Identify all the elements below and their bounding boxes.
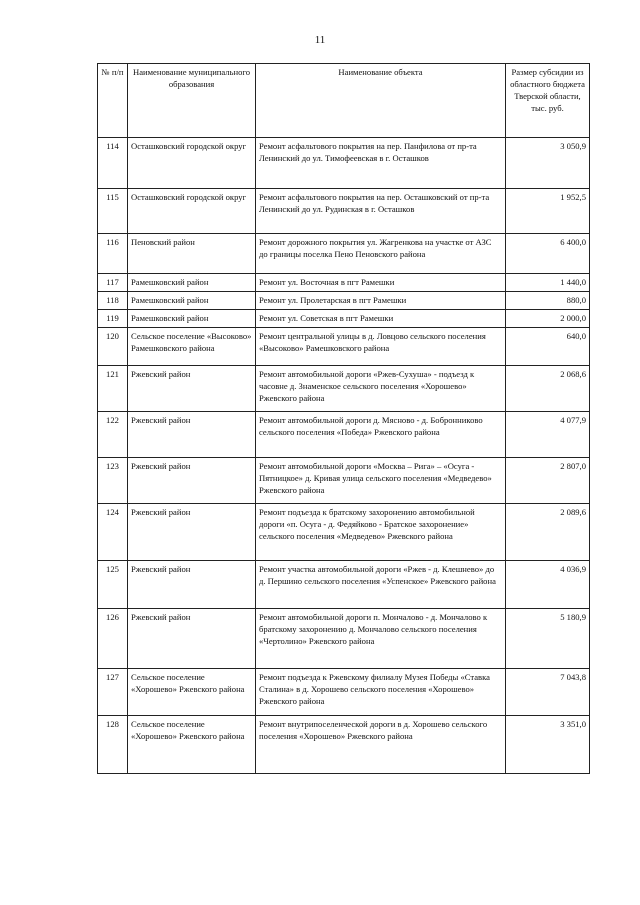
row-amount: 2 807,0 <box>506 458 590 504</box>
row-municipality: Осташковский городской округ <box>128 189 256 234</box>
header-municipality: Наименование муниципального образования <box>128 64 256 138</box>
table-row <box>98 561 590 609</box>
row-number: 128 <box>98 716 128 774</box>
row-number: 127 <box>98 669 128 716</box>
row-object: Ремонт подъезда к братскому захоронению автомобильной дороги «п. Осуга - д. Федяйково - Братское захоронение» сельского поселения «Медведево» Ржевского района <box>256 504 506 561</box>
row-amount: 880,0 <box>506 292 590 310</box>
row-object: Ремонт асфальтового покрытия на пер. Осташковский от пр-та Ленинский до ул. Рудинская в г. Осташков <box>256 189 506 234</box>
table-row <box>98 412 590 458</box>
row-amount: 2 089,6 <box>506 504 590 561</box>
row-municipality: Сельское поселение «Хорошево» Ржевского района <box>128 669 256 716</box>
row-municipality: Рамешковский район <box>128 274 256 292</box>
page-number: 11 <box>314 34 326 46</box>
row-number: 114 <box>98 138 128 189</box>
row-number: 120 <box>98 328 128 366</box>
row-municipality: Осташковский городской округ <box>128 138 256 189</box>
row-amount: 1 440,0 <box>506 274 590 292</box>
table-row <box>98 328 590 366</box>
row-amount: 7 043,8 <box>506 669 590 716</box>
header-object: Наименование объекта <box>256 64 506 138</box>
row-amount: 2 000,0 <box>506 310 590 328</box>
header-amount: Размер субсидии из областного бюджета Тверской области, тыс. руб. <box>506 64 590 138</box>
row-object: Ремонт дорожного покрытия ул. Жагренкова на участке от АЗС до границы поселка Пено Пеновского района <box>256 234 506 274</box>
row-number: 126 <box>98 609 128 669</box>
row-number: 124 <box>98 504 128 561</box>
row-municipality: Ржевский район <box>128 412 256 458</box>
row-amount: 3 351,0 <box>506 716 590 774</box>
row-number: 123 <box>98 458 128 504</box>
table-row <box>98 274 590 292</box>
row-number: 125 <box>98 561 128 609</box>
row-amount: 1 952,5 <box>506 189 590 234</box>
row-number: 121 <box>98 366 128 412</box>
header-num: № п/п <box>98 64 128 138</box>
row-municipality: Ржевский район <box>128 458 256 504</box>
row-amount: 640,0 <box>506 328 590 366</box>
row-municipality: Ржевский район <box>128 561 256 609</box>
row-object: Ремонт ул. Советская в пгт Рамешки <box>256 310 506 328</box>
table-row <box>98 189 590 234</box>
row-amount: 4 036,9 <box>506 561 590 609</box>
table-header-row <box>98 64 590 138</box>
row-municipality: Ржевский район <box>128 609 256 669</box>
row-object: Ремонт автомобильной дороги «Москва – Рига» – «Осуга - Пятницкое» д. Кривая улица сельского поселения «Медведево» Ржевского района <box>256 458 506 504</box>
table-row <box>98 504 590 561</box>
table-row <box>98 716 590 774</box>
row-number: 122 <box>98 412 128 458</box>
table-body <box>98 138 590 774</box>
row-object: Ремонт участка автомобильной дороги «Ржев - д. Клешнево» до д. Першино сельского поселения «Успенское» Ржевского района <box>256 561 506 609</box>
row-object: Ремонт автомобильной дороги «Ржев-Сухуша» - подъезд к часовне д. Знаменское сельского поселения «Хорошево» Ржевского района <box>256 366 506 412</box>
table-row <box>98 669 590 716</box>
row-object: Ремонт асфальтового покрытия на пер. Панфилова от пр-та Ленинский до ул. Тимофеевская в г. Осташков <box>256 138 506 189</box>
row-amount: 3 050,9 <box>506 138 590 189</box>
row-amount: 4 077,9 <box>506 412 590 458</box>
row-amount: 2 068,6 <box>506 366 590 412</box>
row-object: Ремонт подъезда к Ржевскому филиалу Музея Победы «Ставка Сталина» в д. Хорошево сельского поселения «Хорошево» Ржевского района <box>256 669 506 716</box>
row-object: Ремонт автомобильной дороги д. Мясново - д. Бобронниково сельского поселения «Победа» Ржевского района <box>256 412 506 458</box>
row-object: Ремонт автомобильной дороги п. Мончалово - д. Мончалово к братскому захоронению д. Мончалово сельского поселения «Чертолино» Ржевского района <box>256 609 506 669</box>
row-municipality: Ржевский район <box>128 366 256 412</box>
row-municipality: Рамешковский район <box>128 292 256 310</box>
row-municipality: Рамешковский район <box>128 310 256 328</box>
table-row <box>98 366 590 412</box>
row-amount: 6 400,0 <box>506 234 590 274</box>
table-row <box>98 310 590 328</box>
row-municipality: Сельское поселение «Высоково» Рамешковского района <box>128 328 256 366</box>
table-row <box>98 609 590 669</box>
row-municipality: Ржевский район <box>128 504 256 561</box>
row-amount: 5 180,9 <box>506 609 590 669</box>
table-row <box>98 292 590 310</box>
row-object: Ремонт внутрипоселенческой дороги в д. Хорошево сельского поселения «Хорошево» Ржевского района <box>256 716 506 774</box>
table-row <box>98 138 590 189</box>
row-municipality: Пеновский район <box>128 234 256 274</box>
table-row <box>98 458 590 504</box>
row-number: 115 <box>98 189 128 234</box>
row-number: 118 <box>98 292 128 310</box>
subsidy-table <box>97 63 590 774</box>
row-number: 116 <box>98 234 128 274</box>
row-object: Ремонт центральной улицы в д. Ловцово сельского поселения «Высоково» Рамешковского района <box>256 328 506 366</box>
table-row <box>98 234 590 274</box>
row-object: Ремонт ул. Пролетарская в пгт Рамешки <box>256 292 506 310</box>
row-object: Ремонт ул. Восточная в пгт Рамешки <box>256 274 506 292</box>
row-number: 117 <box>98 274 128 292</box>
row-number: 119 <box>98 310 128 328</box>
row-municipality: Сельское поселение «Хорошево» Ржевского района <box>128 716 256 774</box>
